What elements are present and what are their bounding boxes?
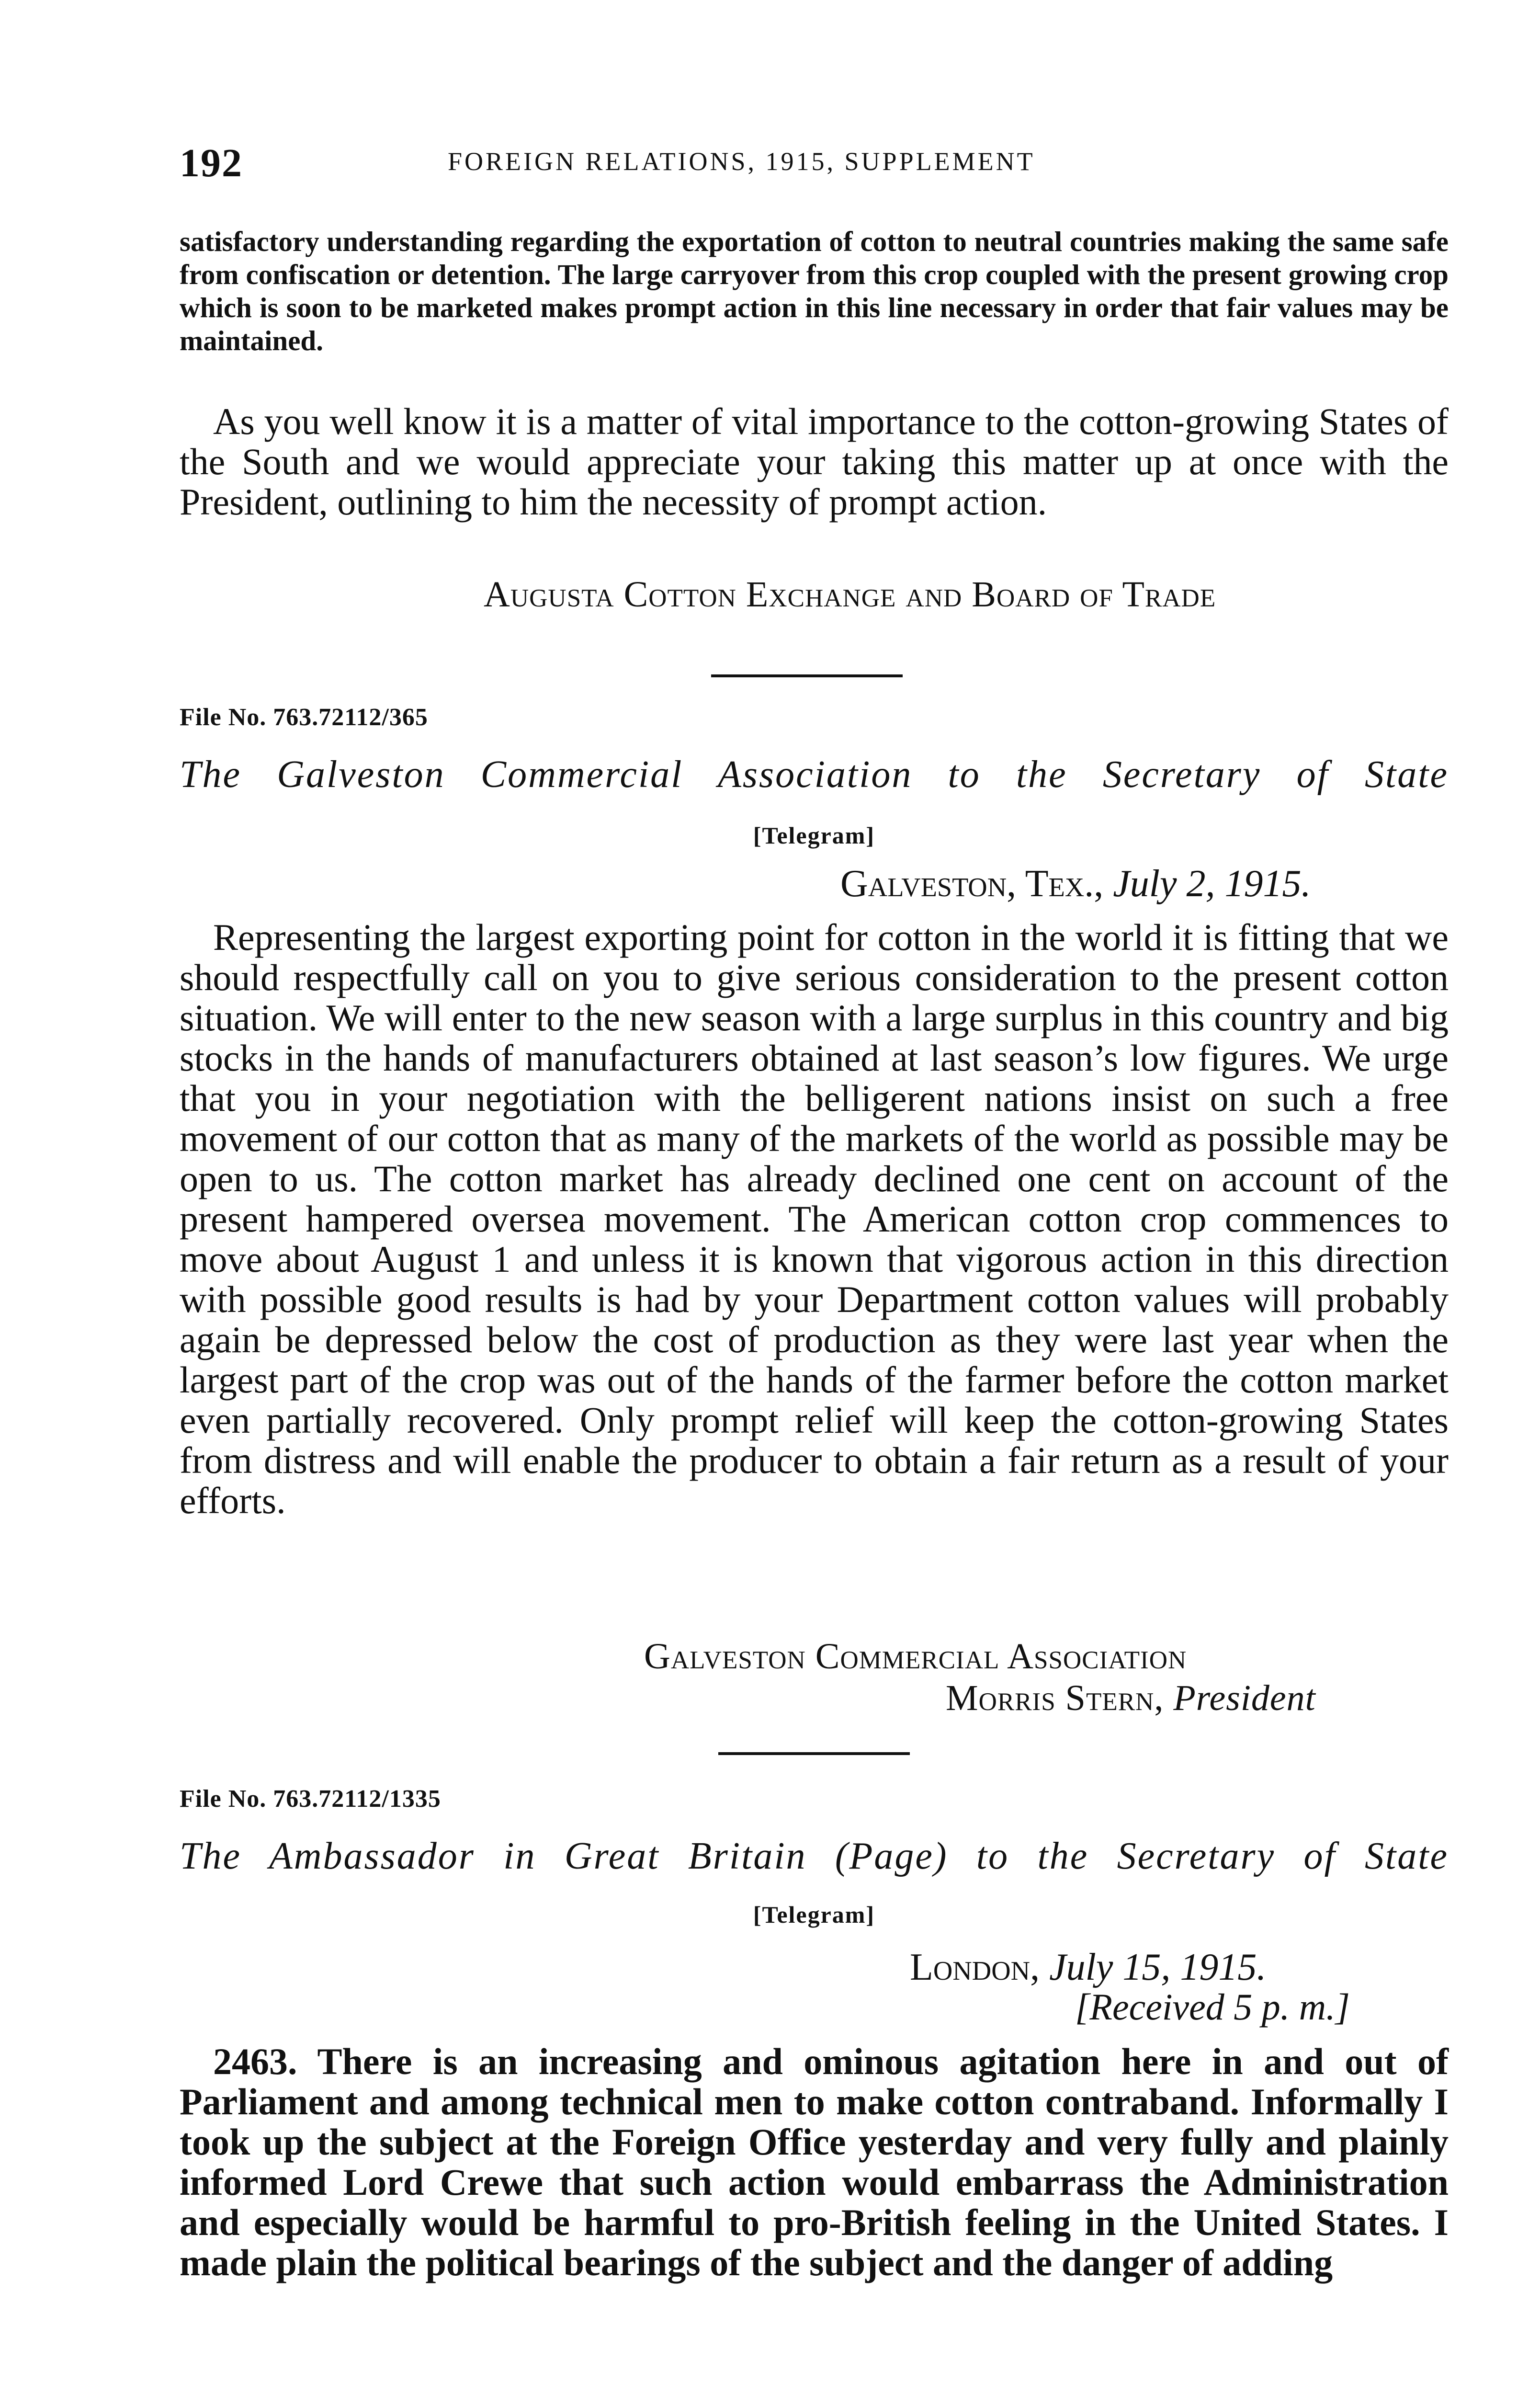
page-number: 192 [180, 141, 243, 185]
section-divider [711, 674, 903, 677]
letter-body-1 [180, 917, 1449, 1521]
file-number-1: File No. 763.72112/365 [180, 704, 428, 731]
signature-galveston: Galveston Commercial Association [644, 1636, 1187, 1676]
dateline-place-1: Galveston, Tex., [840, 863, 1104, 905]
document-title-2: The Ambassador in Great Britain (Page) to the Secretary of State [180, 1835, 1449, 1877]
signature-name: Morris Stern, [946, 1678, 1164, 1718]
continuation-paragraph [180, 225, 1449, 357]
telegram-label-1: [Telegram] [753, 822, 875, 849]
document-title-1: The Galveston Commercial Association to the Secretary of State [180, 753, 1449, 796]
dateline-date-2: July 15, 1915. [1049, 1946, 1267, 1988]
continuation-text: satisfactory understanding regarding the exportation of cotton to neutral countries making the same safe from confiscation or detention. The large carryover from this crop coupled with the present growing crop which is soon to be marketed makes prompt action in this line necessary in order that fair values may be maintained. [180, 226, 1449, 356]
signature-president [946, 1677, 1316, 1719]
continuation-paragraph-2 [180, 401, 1449, 522]
running-head: FOREIGN RELATIONS, 1915, SUPPLEMENT [448, 147, 1035, 176]
file-number-2: File No. 763.72112/1335 [180, 1785, 441, 1813]
page-header [180, 140, 1449, 183]
dateline-place-2: London, [910, 1946, 1040, 1988]
received-note: [Received 5 p. m.] [1075, 1986, 1350, 2028]
letter-body-2 [180, 2041, 1449, 2283]
continuation-text-2: As you well know it is a matter of vital importance to the cotton-growing States of the South and we would appreciate your taking this matter up at once with the President, outlining to him the necessity of prompt action. [180, 400, 1449, 523]
signature-augusta: Augusta Cotton Exchange and Board of Trade [484, 574, 1216, 615]
dateline-2 [910, 1946, 1266, 1989]
dateline-1 [840, 862, 1311, 906]
dateline-date-1: July 2, 1915. [1113, 863, 1311, 905]
letter-text-1: Representing the largest exporting point for cotton in the world it is fitting that we should respectfully call on you to give serious consideration to the present cotton situation. We will enter to the new season with a large surplus in this country and big stocks in the hands of manufacturers obtained at last season’s low figures. We urge that you in your negotiation with the belligerent nations insist on such a free movement of our cotton that as many of the markets of the world as possible may be open to us. The cotton market has already declined one cent on account of the present hampered oversea movement. The American cotton crop commences to move about August 1 and unless it is known that vigorous action in this direction with possible good results is had by your Department cotton values will probably again be depressed below the cost of production as they were last year when the largest part of the crop was out of the hands of the farmer before the cotton market even partially recovered. Only prompt relief will keep the cotton-growing States from distress and will enable the producer to obtain a fair return as a result of your efforts. [180, 916, 1449, 1521]
letter-text-2: 2463. There is an increasing and ominous agitation here in and out of Parliament and among technical men to make cotton contraband. Informally I took up the subject at the Foreign Office yesterday and very fully and plainly informed Lord Crewe that such action would embarrass the Administration and especially would be harmful to pro-British feeling in the United States. I made plain the political bearings of the subject and the danger of adding [180, 2041, 1449, 2283]
section-divider-2 [718, 1752, 910, 1755]
telegram-label-2: [Telegram] [753, 1901, 875, 1928]
signature-title: President [1173, 1678, 1316, 1718]
